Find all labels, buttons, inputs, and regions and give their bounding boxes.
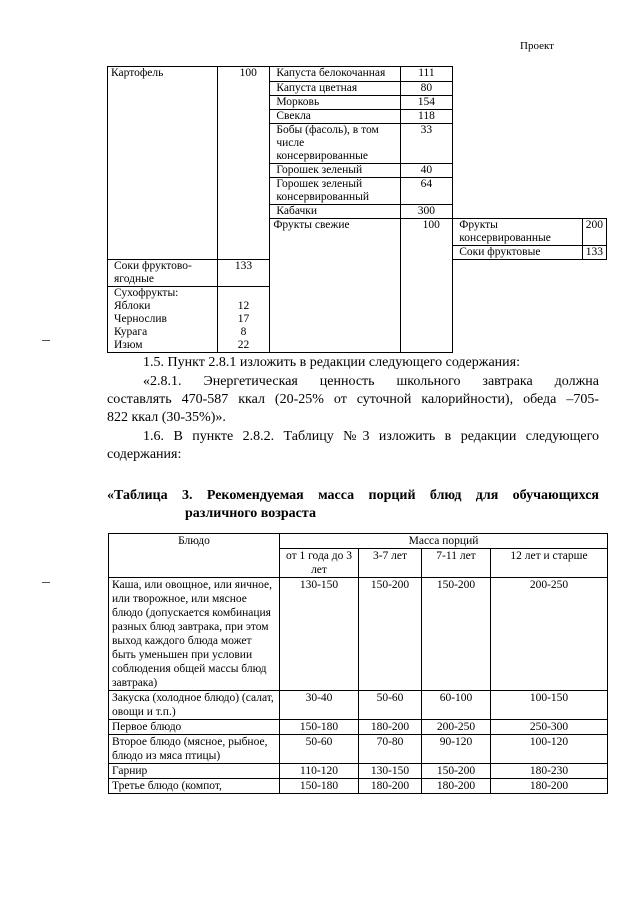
replacement-name: Капуста цветная (270, 82, 400, 96)
dried-item-value: 17 (237, 313, 250, 325)
age-group-header: от 1 года до 3 лет (280, 549, 359, 578)
replacement-value: 80 (400, 82, 453, 96)
replacement-value: 111 (400, 67, 453, 82)
replacement-name: Капуста белокочанная (270, 67, 400, 82)
paragraph-1-5: 1.5. Пункт 2.8.1 изложить в редакции следующего содержания: (143, 355, 520, 370)
dried-fruits-label: Сухофрукты: (114, 287, 179, 299)
table3-title-line2: различного возраста (185, 506, 316, 521)
replacement-name: Соки фруктовые (453, 246, 582, 260)
mass-cell: 50-60 (359, 691, 422, 720)
dried-fruits-cell (108, 287, 218, 353)
replacement-name: Соки фруктово-ягодные (108, 260, 218, 287)
mass-cell: 110-120 (280, 764, 359, 779)
replacement-value: 300 (400, 205, 453, 219)
dish-cell: Гарнир (109, 764, 280, 779)
paragraph-1-6-line2: содержания: (107, 447, 182, 462)
dish-cell: Третье блюдо (компот, (109, 779, 280, 794)
paragraph-2-8-1-line2: составлять 470-587 ккал (20-25% от суточной калорийности), обеда –705- (107, 392, 599, 407)
mass-cell: 150-200 (359, 578, 422, 691)
scan-mark (42, 340, 50, 341)
replacement-name: Бобы (фасоль), в том числе консервированные (270, 124, 400, 164)
mass-cell: 180-200 (491, 779, 608, 794)
table-row (109, 691, 608, 720)
mass-cell: 150-180 (280, 779, 359, 794)
mass-cell: 250-300 (491, 720, 608, 735)
mass-cell: 200-250 (491, 578, 608, 691)
mass-cell: 150-200 (422, 578, 491, 691)
draft-label: Проект (520, 40, 554, 52)
amount-cell: 100 (400, 219, 453, 353)
mass-cell: 100-150 (491, 691, 608, 720)
replacement-name: Кабачки (270, 205, 400, 219)
dried-item-name: Курага (114, 326, 148, 338)
body-text (107, 354, 599, 464)
scan-mark (42, 582, 50, 583)
dried-item-value: 22 (237, 339, 250, 351)
dish-cell: Каша, или овощное, или яичное, или творожное, или мясное блюдо (допускается комбинация разных блюд завтрака, при этом выход каждого блюда может быть уменьшен при условии соблюдения общей массы блюд завтрака) (109, 578, 280, 691)
mass-cell: 50-60 (280, 735, 359, 764)
mass-cell: 130-150 (359, 764, 422, 779)
substitution-table (107, 66, 607, 353)
mass-cell: 30-40 (280, 691, 359, 720)
header-mass: Масса порций (280, 534, 608, 549)
dried-item-name: Изюм (114, 339, 143, 351)
age-group-header: 3-7 лет (359, 549, 422, 578)
product-cell: Картофель (108, 67, 218, 260)
dish-cell: Второе блюдо (мясное, рыбное, блюдо из мяса птицы) (109, 735, 280, 764)
replacement-value: 200 (582, 219, 606, 246)
mass-cell: 180-200 (359, 720, 422, 735)
dried-item-value: 12 (237, 300, 250, 312)
replacement-name: Горошек зеленый (270, 164, 400, 178)
replacement-value: 133 (582, 246, 606, 260)
header-dish: Блюдо (109, 534, 280, 578)
table3-title (107, 487, 599, 523)
paragraph-2-8-1-line3: 822 ккал (30-35%)». (107, 410, 226, 425)
replacement-value: 118 (400, 110, 453, 124)
age-group-header: 12 лет и старше (491, 549, 608, 578)
product-cell: Фрукты свежие (270, 219, 400, 353)
table-row (109, 779, 608, 794)
mass-cell: 150-180 (280, 720, 359, 735)
dried-values-cell (217, 287, 270, 353)
age-group-header: 7-11 лет (422, 549, 491, 578)
replacement-name: Свекла (270, 110, 400, 124)
replacement-value: 40 (400, 164, 453, 178)
table-row (109, 764, 608, 779)
portion-mass-table (108, 533, 608, 794)
replacement-name: Фрукты консервированные (453, 219, 582, 246)
mass-cell: 100-120 (491, 735, 608, 764)
replacement-value: 33 (400, 124, 453, 164)
mass-cell: 180-230 (491, 764, 608, 779)
mass-cell: 130-150 (280, 578, 359, 691)
replacement-value: 133 (217, 260, 270, 287)
table-row (109, 578, 608, 691)
replacement-value: 64 (400, 178, 453, 205)
paragraph-2-8-1-line1: «2.8.1. Энергетическая ценность школьного завтрака должна (143, 374, 599, 389)
replacement-name: Морковь (270, 96, 400, 110)
amount-cell: 100 (217, 67, 270, 260)
table-row (109, 735, 608, 764)
mass-cell: 150-200 (422, 764, 491, 779)
dish-cell: Первое блюдо (109, 720, 280, 735)
mass-cell: 60-100 (422, 691, 491, 720)
mass-cell: 180-200 (359, 779, 422, 794)
table3-title-line1: «Таблица 3. Рекомендуемая масса порций блюд для обучающихся (107, 488, 599, 503)
table-row (109, 720, 608, 735)
replacement-name: Горошек зеленый консервированный (270, 178, 400, 205)
replacement-value: 154 (400, 96, 453, 110)
dried-item-value: 8 (240, 326, 247, 338)
mass-cell: 180-200 (422, 779, 491, 794)
paragraph-1-6-line1: 1.6. В пункте 2.8.2. Таблицу №3 изложить в редакции следующего (143, 429, 599, 444)
dried-item-name: Яблоки (114, 300, 151, 312)
dried-item-name: Чернослив (114, 313, 167, 325)
mass-cell: 200-250 (422, 720, 491, 735)
dish-cell: Закуска (холодное блюдо) (салат, овощи и т.п.) (109, 691, 280, 720)
mass-cell: 70-80 (359, 735, 422, 764)
mass-cell: 90-120 (422, 735, 491, 764)
